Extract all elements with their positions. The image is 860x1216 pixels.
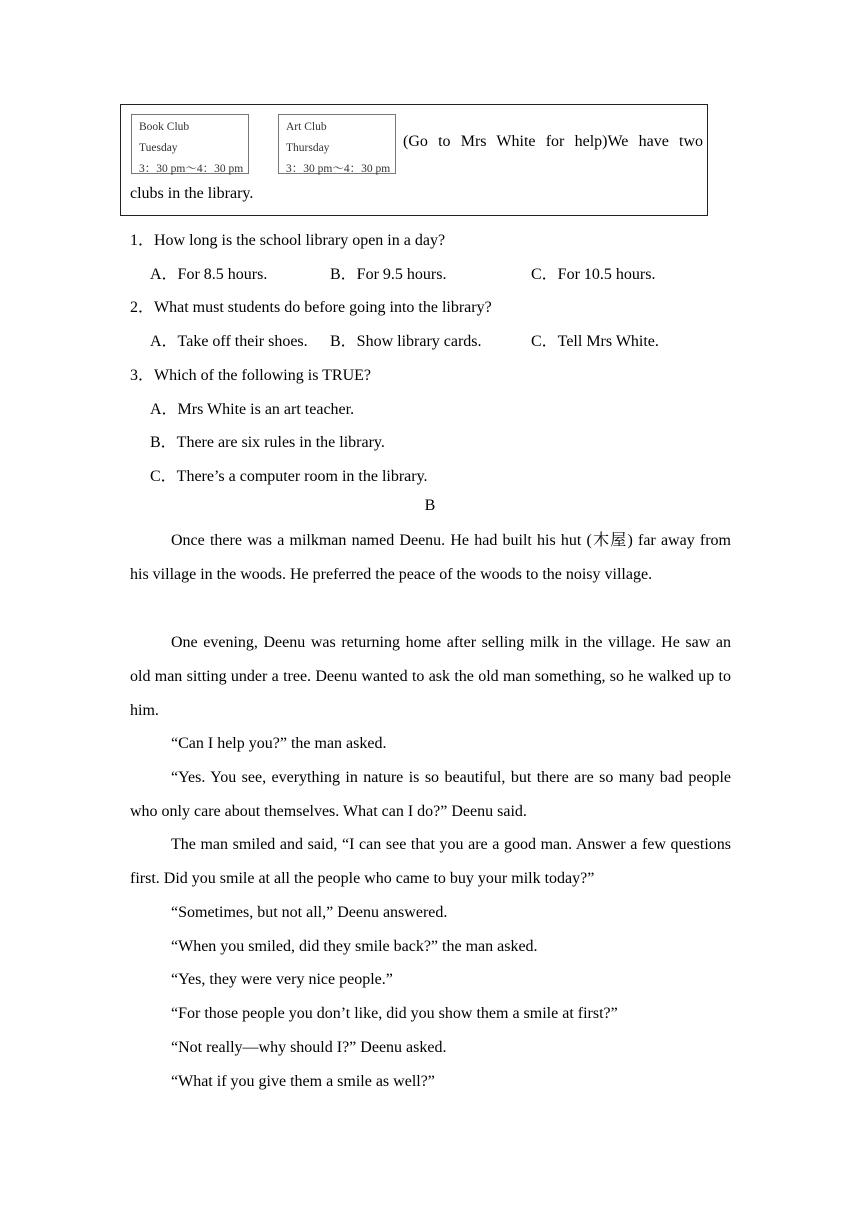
card-day: Tuesday [139, 142, 178, 154]
card-time: 3：30 pm～4：30 pm [286, 163, 391, 175]
passage-paragraph: “Can I help you?” the man asked. [171, 735, 387, 752]
question-1-option-c: C．For 10.5 hours. [531, 266, 656, 283]
question-3-option-b: B．There are six rules in the library. [150, 434, 385, 451]
notice-text-line1: (Go to Mrs White for help)We have two [403, 133, 703, 150]
card-title: Book Club [139, 121, 190, 133]
passage-paragraph: One evening, Deenu was returning home after selling milk in the village. He saw an old man sitting under a tree. Deenu wanted to ask the old man something, so he walked up to him. [130, 634, 731, 719]
passage-paragraph: “Yes, they were very nice people.” [171, 971, 393, 988]
question-3-stem: 3．Which of the following is TRUE? [130, 367, 372, 384]
art-club-card [278, 114, 396, 174]
question-2-option-a: A．Take off their shoes. [150, 333, 308, 350]
question-2-option-c: C．Tell Mrs White. [531, 333, 659, 350]
passage-paragraph: “Not really—why should I?” Deenu asked. [171, 1039, 447, 1056]
section-label: B [424, 497, 436, 514]
question-3-option-c: C．There’s a computer room in the library. [150, 468, 428, 485]
card-title: Art Club [286, 121, 327, 133]
question-3-option-a: A．Mrs White is an art teacher. [150, 401, 355, 418]
passage-paragraph: “Yes. You see, everything in nature is so beautiful, but there are so many bad people who only care about themselves. What can I do?” Deenu said. [130, 769, 731, 820]
notice-box [120, 104, 708, 216]
question-2-stem: 2．What must students do before going into the library? [130, 299, 492, 316]
passage-paragraph: Once there was a milkman named Deenu. He had built his hut (木屋) far away from his village in the woods. He preferred the peace of the woods to the noisy village. [130, 532, 731, 583]
passage-paragraph: “What if you give them a smile as well?” [171, 1073, 435, 1090]
card-day: Thursday [286, 142, 330, 154]
question-1-option-b: B．For 9.5 hours. [330, 266, 447, 283]
question-1-option-a: A．For 8.5 hours. [150, 266, 268, 283]
question-2-option-b: B．Show library cards. [330, 333, 482, 350]
question-1-stem: 1．How long is the school library open in a day? [130, 232, 446, 249]
book-club-card [131, 114, 249, 174]
card-time: 3：30 pm～4：30 pm [139, 163, 244, 175]
passage-paragraph: “Sometimes, but not all,” Deenu answered. [171, 904, 448, 921]
notice-text-line2: clubs in the library. [130, 185, 254, 202]
passage-paragraph: “When you smiled, did they smile back?” the man asked. [171, 938, 538, 955]
passage-paragraph: “For those people you don’t like, did you show them a smile at first?” [171, 1005, 618, 1022]
passage-paragraph: The man smiled and said, “I can see that you are a good man. Answer a few questions first. Did you smile at all the people who came to buy your milk today?” [130, 836, 731, 887]
